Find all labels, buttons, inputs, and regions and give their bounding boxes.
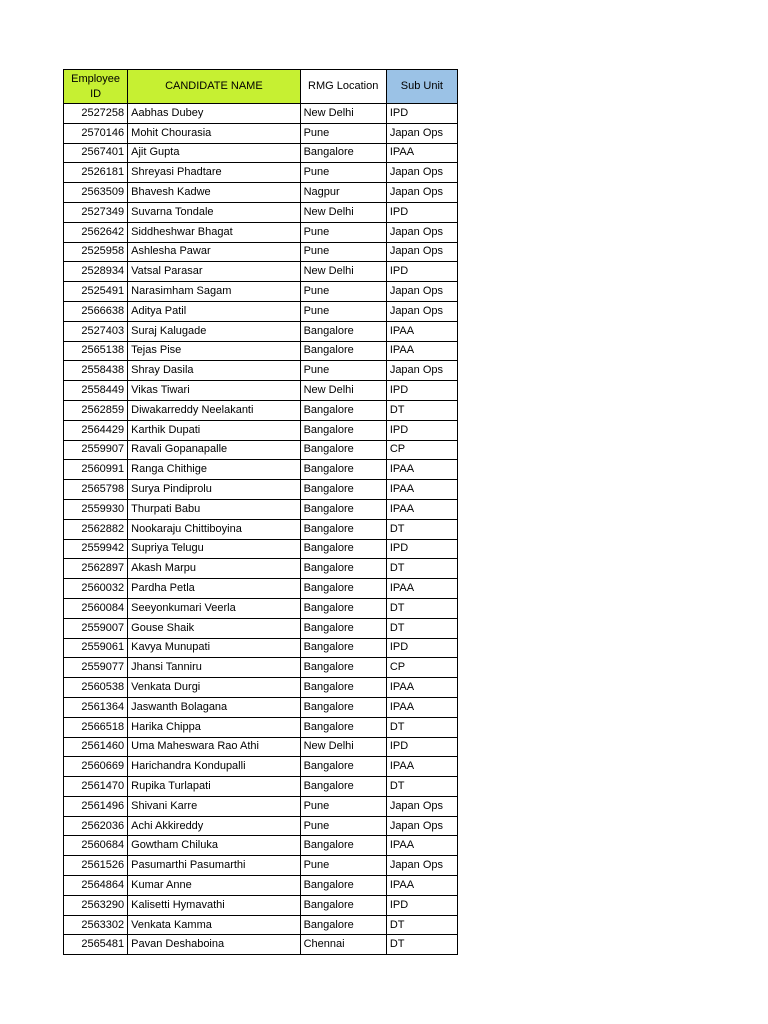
employee-id-cell: 2559061 [64,638,128,658]
table-row [64,341,458,361]
rmg-location-cell: Pune [300,123,386,143]
rmg-location-cell: Bangalore [300,400,386,420]
rmg-location-cell: Bangalore [300,460,386,480]
sub-unit-cell: IPAA [386,460,457,480]
sub-unit-cell: Japan Ops [386,301,457,321]
sub-unit-cell: IPAA [386,757,457,777]
candidate-name-cell: Uma Maheswara Rao Athi [128,737,300,757]
sub-unit-cell: CP [386,658,457,678]
candidate-name-cell: Kumar Anne [128,876,300,896]
employee-id-cell: 2559077 [64,658,128,678]
rmg-location-cell: Pune [300,222,386,242]
sub-unit-cell: IPAA [386,143,457,163]
rmg-location-cell: Bangalore [300,777,386,797]
table-row [64,777,458,797]
rmg-location-cell: Bangalore [300,480,386,500]
table-row [64,598,458,618]
sub-unit-cell: IPD [386,737,457,757]
candidate-name-cell: Diwakarreddy Neelakanti [128,400,300,420]
table-row [64,539,458,559]
sub-unit-cell: IPD [386,420,457,440]
header-row [64,70,458,104]
header-employee-id: Employee ID [64,70,128,104]
rmg-location-cell: Bangalore [300,598,386,618]
candidate-name-cell: Kalisetti Hymavathi [128,895,300,915]
header-candidate-name: CANDIDATE NAME [128,70,300,104]
table-row [64,559,458,579]
candidate-name-cell: Suvarna Tondale [128,202,300,222]
rmg-location-cell: New Delhi [300,381,386,401]
sub-unit-cell: IPAA [386,678,457,698]
employee-id-cell: 2561460 [64,737,128,757]
table-row [64,143,458,163]
candidate-name-cell: Suraj Kalugade [128,321,300,341]
table-row [64,123,458,143]
rmg-location-cell: Bangalore [300,678,386,698]
employee-id-cell: 2559907 [64,440,128,460]
rmg-location-cell: Bangalore [300,143,386,163]
employee-id-cell: 2559942 [64,539,128,559]
rmg-location-cell: Bangalore [300,876,386,896]
candidate-name-cell: Pavan Deshaboina [128,935,300,955]
rmg-location-cell: New Delhi [300,737,386,757]
sub-unit-cell: IPD [386,638,457,658]
table-row [64,618,458,638]
candidate-name-cell: Venkata Durgi [128,678,300,698]
sub-unit-cell: IPAA [386,836,457,856]
rmg-location-cell: Bangalore [300,895,386,915]
table-row [64,104,458,124]
sub-unit-cell: IPD [386,381,457,401]
candidate-name-cell: Harichandra Kondupalli [128,757,300,777]
employee-id-cell: 2525491 [64,282,128,302]
employee-id-cell: 2527349 [64,202,128,222]
employee-id-cell: 2566638 [64,301,128,321]
rmg-location-cell: Chennai [300,935,386,955]
rmg-location-cell: Pune [300,816,386,836]
table-row [64,856,458,876]
rmg-location-cell: Pune [300,361,386,381]
candidate-name-cell: Pardha Petla [128,579,300,599]
sub-unit-cell: IPD [386,895,457,915]
table-row [64,579,458,599]
employee-id-cell: 2526181 [64,163,128,183]
sub-unit-cell: CP [386,440,457,460]
employee-id-cell: 2567401 [64,143,128,163]
employee-id-cell: 2565481 [64,935,128,955]
sub-unit-cell: Japan Ops [386,796,457,816]
candidate-name-cell: Harika Chippa [128,717,300,737]
candidate-name-cell: Ranga Chithige [128,460,300,480]
employee-id-cell: 2560684 [64,836,128,856]
rmg-location-cell: Bangalore [300,539,386,559]
sub-unit-cell: DT [386,717,457,737]
sub-unit-cell: DT [386,935,457,955]
candidate-name-cell: Achi Akkireddy [128,816,300,836]
employee-id-cell: 2559930 [64,499,128,519]
employee-id-cell: 2566518 [64,717,128,737]
employee-id-cell: 2562036 [64,816,128,836]
candidate-name-cell: Surya Pindiprolu [128,480,300,500]
employee-id-cell: 2563290 [64,895,128,915]
sub-unit-cell: Japan Ops [386,242,457,262]
table-row [64,638,458,658]
sub-unit-cell: Japan Ops [386,282,457,302]
candidate-name-cell: Aabhas Dubey [128,104,300,124]
employee-id-cell: 2527403 [64,321,128,341]
table-row [64,282,458,302]
employee-id-cell: 2560084 [64,598,128,618]
employee-id-cell: 2558438 [64,361,128,381]
table-row [64,717,458,737]
table-row [64,658,458,678]
rmg-location-cell: Bangalore [300,420,386,440]
rmg-location-cell: Pune [300,163,386,183]
table-row [64,460,458,480]
rmg-location-cell: Pune [300,856,386,876]
sub-unit-cell: DT [386,400,457,420]
employee-id-cell: 2561470 [64,777,128,797]
sub-unit-cell: Japan Ops [386,123,457,143]
sub-unit-cell: DT [386,777,457,797]
table-row [64,400,458,420]
employee-id-cell: 2563302 [64,915,128,935]
rmg-location-cell: New Delhi [300,202,386,222]
table-row [64,757,458,777]
candidate-name-cell: Mohit Chourasia [128,123,300,143]
candidate-name-cell: Siddheshwar Bhagat [128,222,300,242]
employee-id-cell: 2564429 [64,420,128,440]
sub-unit-cell: IPD [386,262,457,282]
employee-id-cell: 2563509 [64,183,128,203]
employee-id-cell: 2560991 [64,460,128,480]
candidate-name-cell: Rupika Turlapati [128,777,300,797]
sub-unit-cell: Japan Ops [386,222,457,242]
candidate-name-cell: Venkata Kamma [128,915,300,935]
sub-unit-cell: DT [386,618,457,638]
sub-unit-cell: DT [386,519,457,539]
table-row [64,836,458,856]
candidate-name-cell: Gowtham Chiluka [128,836,300,856]
employee-id-cell: 2560669 [64,757,128,777]
table-row [64,242,458,262]
employee-id-cell: 2562642 [64,222,128,242]
table-row [64,440,458,460]
rmg-location-cell: Bangalore [300,341,386,361]
employee-id-cell: 2528934 [64,262,128,282]
sub-unit-cell: Japan Ops [386,361,457,381]
employee-id-cell: 2559007 [64,618,128,638]
table-row [64,222,458,242]
employee-id-cell: 2565798 [64,480,128,500]
table-row [64,816,458,836]
table-row [64,678,458,698]
rmg-location-cell: Pune [300,282,386,302]
candidate-name-cell: Karthik Dupati [128,420,300,440]
table-row [64,381,458,401]
sub-unit-cell: DT [386,598,457,618]
candidate-name-cell: Supriya Telugu [128,539,300,559]
table-row [64,202,458,222]
rmg-location-cell: Bangalore [300,499,386,519]
candidate-name-cell: Vikas Tiwari [128,381,300,401]
candidate-name-cell: Jhansi Tanniru [128,658,300,678]
sub-unit-cell: IPAA [386,341,457,361]
employee-id-cell: 2570146 [64,123,128,143]
employee-id-cell: 2565138 [64,341,128,361]
employee-id-cell: 2560538 [64,678,128,698]
candidate-name-cell: Shray Dasila [128,361,300,381]
rmg-location-cell: Bangalore [300,440,386,460]
employee-id-cell: 2562859 [64,400,128,420]
candidate-name-cell: Thurpati Babu [128,499,300,519]
rmg-location-cell: Bangalore [300,579,386,599]
sub-unit-cell: IPD [386,202,457,222]
sub-unit-cell: Japan Ops [386,183,457,203]
sub-unit-cell: Japan Ops [386,856,457,876]
table-row [64,301,458,321]
table-row [64,262,458,282]
table-row [64,915,458,935]
candidate-name-cell: Tejas Pise [128,341,300,361]
rmg-location-cell: New Delhi [300,104,386,124]
employee-table [63,69,458,955]
rmg-location-cell: Nagpur [300,183,386,203]
rmg-location-cell: Pune [300,796,386,816]
employee-id-cell: 2560032 [64,579,128,599]
candidate-name-cell: Narasimham Sagam [128,282,300,302]
employee-id-cell: 2562897 [64,559,128,579]
candidate-name-cell: Ajit Gupta [128,143,300,163]
candidate-name-cell: Shivani Karre [128,796,300,816]
table-row [64,163,458,183]
employee-id-cell: 2525958 [64,242,128,262]
candidate-name-cell: Vatsal Parasar [128,262,300,282]
candidate-name-cell: Kavya Munupati [128,638,300,658]
table-row [64,697,458,717]
employee-id-cell: 2558449 [64,381,128,401]
sub-unit-cell: IPD [386,539,457,559]
candidate-name-cell: Akash Marpu [128,559,300,579]
rmg-location-cell: Bangalore [300,618,386,638]
sub-unit-cell: IPAA [386,876,457,896]
rmg-location-cell: Pune [300,301,386,321]
header-rmg-location: RMG Location [300,70,386,104]
sub-unit-cell: IPD [386,104,457,124]
candidate-name-cell: Nookaraju Chittiboyina [128,519,300,539]
sub-unit-cell: IPAA [386,480,457,500]
table-row [64,420,458,440]
rmg-location-cell: New Delhi [300,262,386,282]
table-row [64,895,458,915]
table-row [64,519,458,539]
employee-id-cell: 2562882 [64,519,128,539]
table-row [64,183,458,203]
rmg-location-cell: Bangalore [300,757,386,777]
table-row [64,737,458,757]
sub-unit-cell: IPAA [386,499,457,519]
rmg-location-cell: Bangalore [300,697,386,717]
rmg-location-cell: Bangalore [300,638,386,658]
table-row [64,499,458,519]
employee-id-cell: 2527258 [64,104,128,124]
rmg-location-cell: Bangalore [300,836,386,856]
candidate-name-cell: Pasumarthi Pasumarthi [128,856,300,876]
table-row [64,935,458,955]
table-header [64,70,458,104]
rmg-location-cell: Bangalore [300,321,386,341]
sub-unit-cell: Japan Ops [386,163,457,183]
rmg-location-cell: Bangalore [300,658,386,678]
table-row [64,796,458,816]
sub-unit-cell: Japan Ops [386,816,457,836]
employee-id-cell: 2564864 [64,876,128,896]
candidate-name-cell: Ashlesha Pawar [128,242,300,262]
employee-id-cell: 2561496 [64,796,128,816]
candidate-name-cell: Ravali Gopanapalle [128,440,300,460]
table-row [64,480,458,500]
table-body [64,104,458,955]
sub-unit-cell: IPAA [386,697,457,717]
rmg-location-cell: Bangalore [300,915,386,935]
sub-unit-cell: DT [386,559,457,579]
rmg-location-cell: Pune [300,242,386,262]
table-row [64,321,458,341]
employee-id-cell: 2561364 [64,697,128,717]
candidate-name-cell: Seeyonkumari Veerla [128,598,300,618]
candidate-name-cell: Gouse Shaik [128,618,300,638]
rmg-location-cell: Bangalore [300,559,386,579]
candidate-name-cell: Jaswanth Bolagana [128,697,300,717]
sub-unit-cell: IPAA [386,579,457,599]
candidate-name-cell: Aditya Patil [128,301,300,321]
employee-id-cell: 2561526 [64,856,128,876]
rmg-location-cell: Bangalore [300,717,386,737]
rmg-location-cell: Bangalore [300,519,386,539]
candidate-name-cell: Shreyasi Phadtare [128,163,300,183]
candidate-name-cell: Bhavesh Kadwe [128,183,300,203]
sub-unit-cell: IPAA [386,321,457,341]
header-sub-unit: Sub Unit [386,70,457,104]
table-row [64,361,458,381]
table-row [64,876,458,896]
sub-unit-cell: DT [386,915,457,935]
